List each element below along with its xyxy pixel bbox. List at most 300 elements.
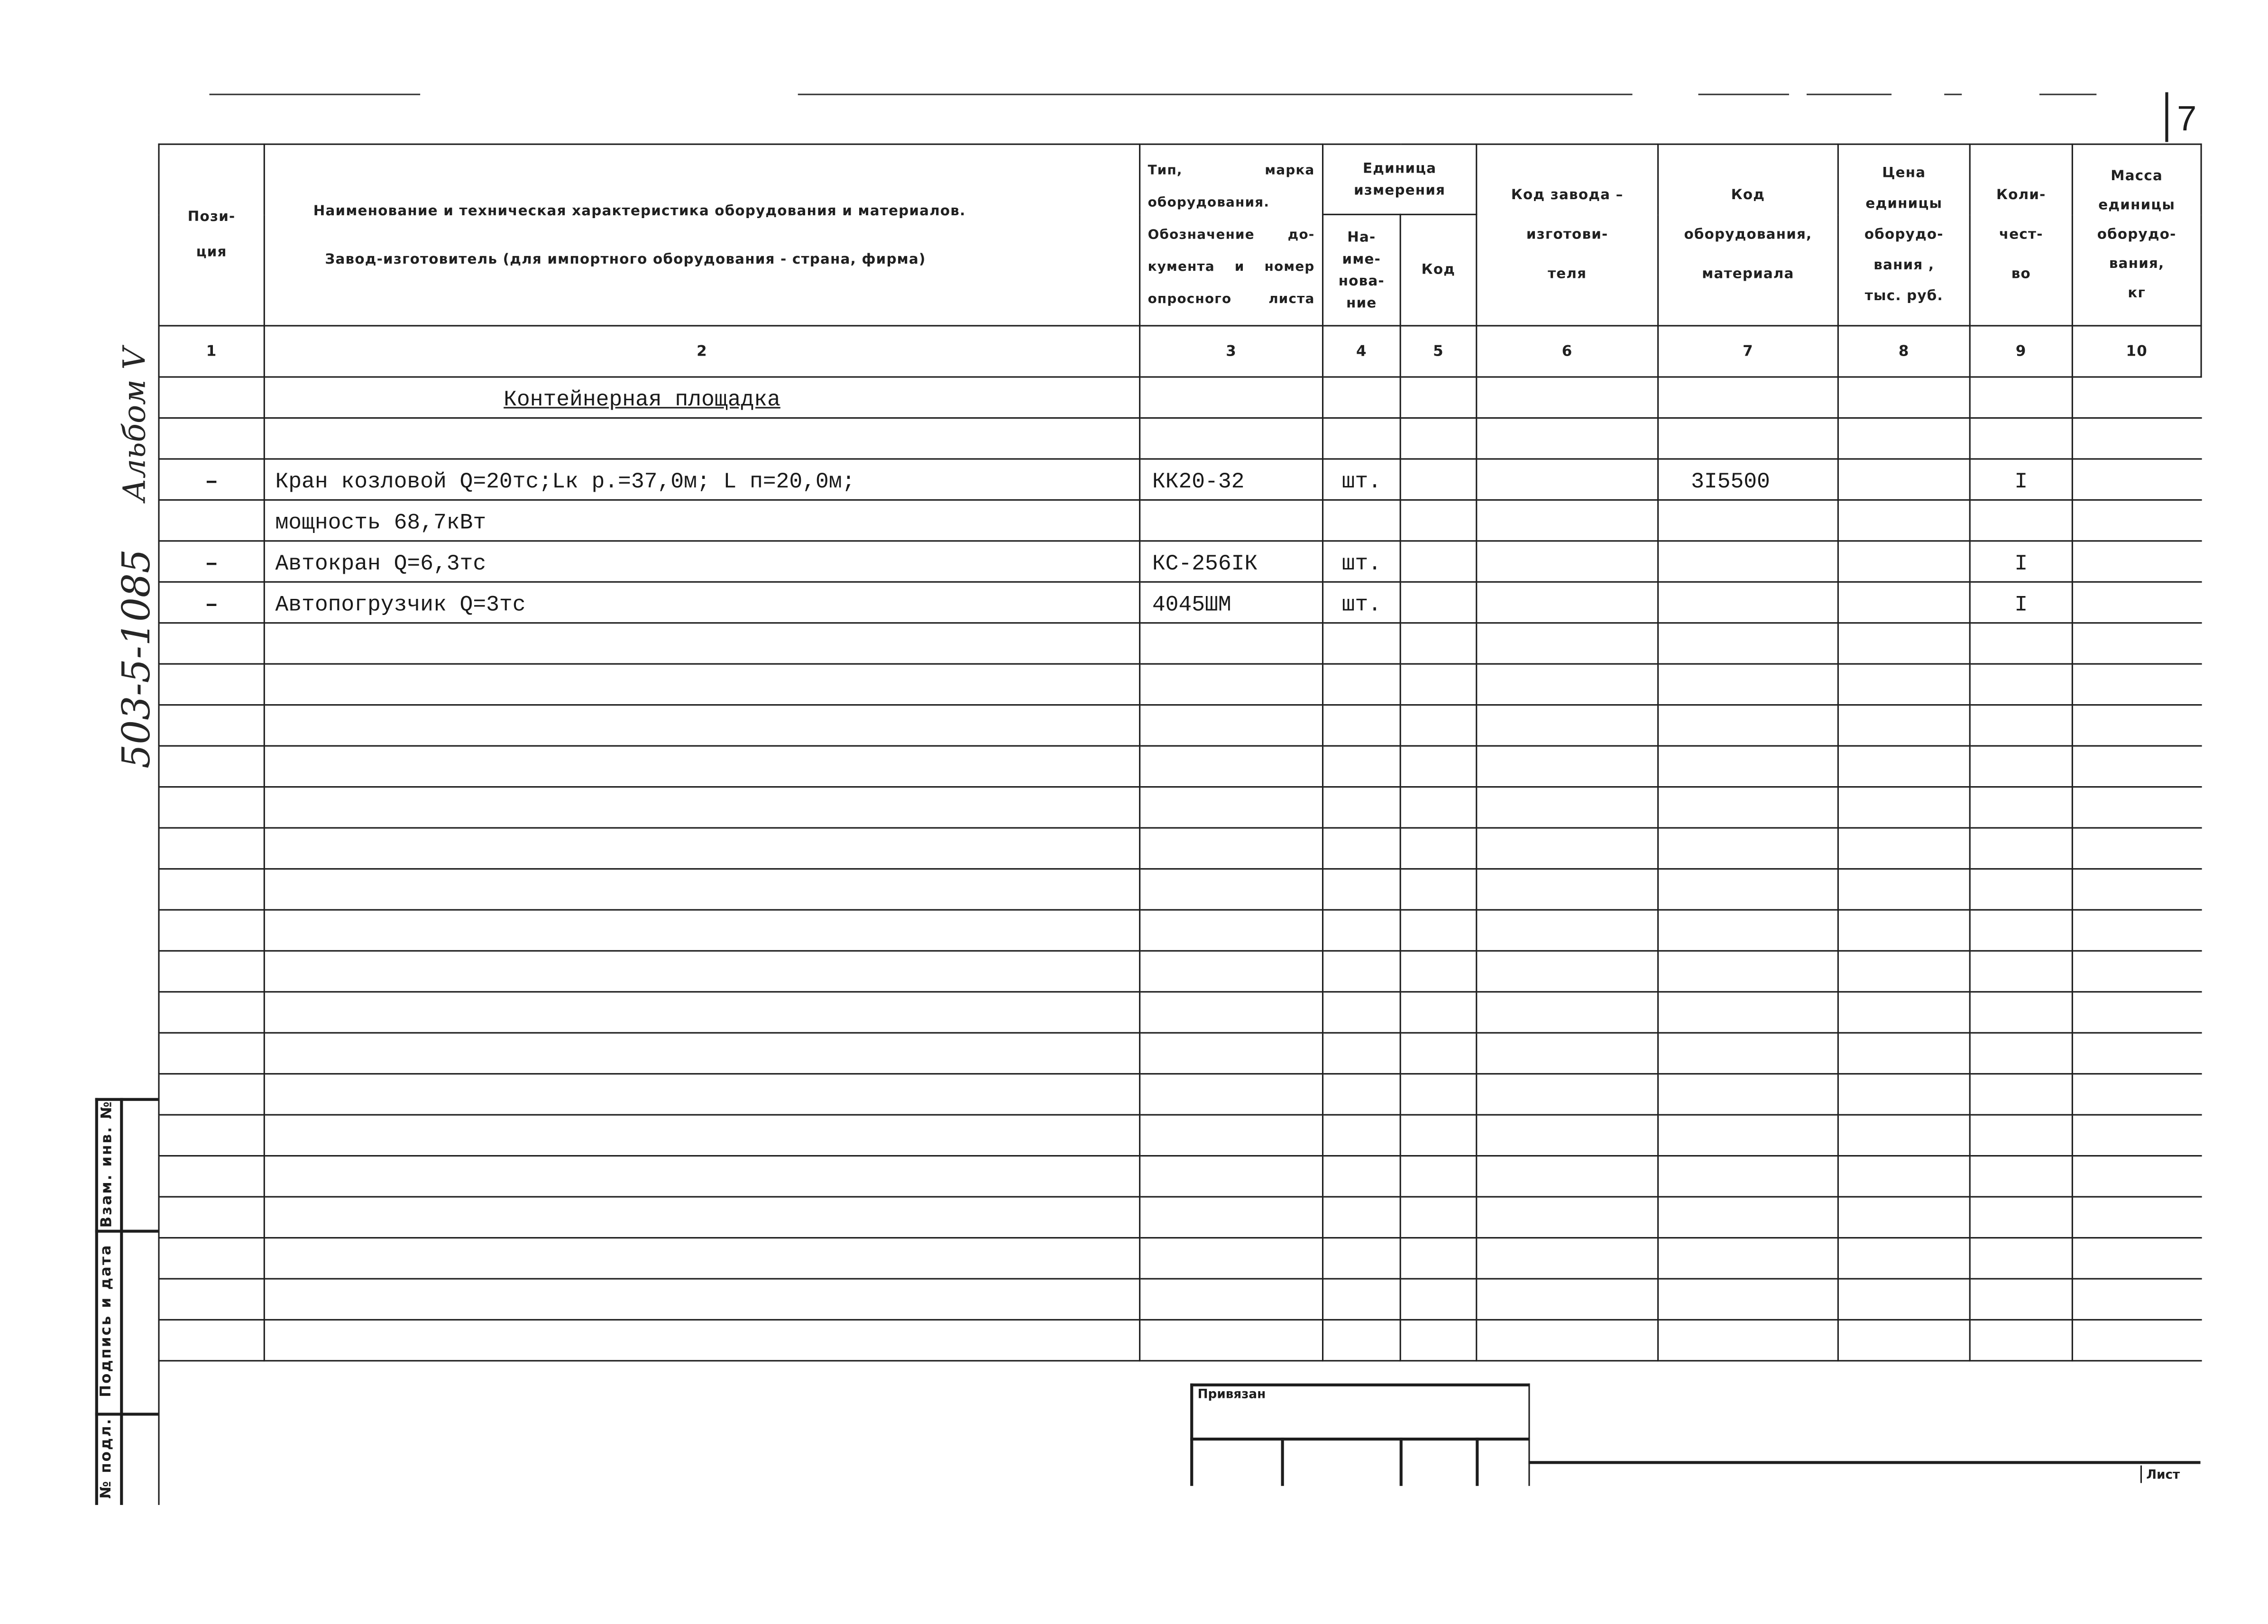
cell-name: Контейнерная площадка	[264, 377, 1139, 418]
header-text: изготови-	[1526, 227, 1608, 243]
cell-equipment-code	[1658, 787, 1838, 828]
cell-position	[159, 418, 264, 459]
cell-unit-code	[1400, 1320, 1477, 1360]
header-text: На-	[1347, 229, 1376, 246]
page-number-divider	[2165, 92, 2167, 142]
cell-mass	[2072, 418, 2201, 459]
cell-mass	[2072, 1279, 2201, 1320]
cell-name	[264, 1156, 1139, 1197]
cell-factory-code	[1477, 787, 1658, 828]
cell-equipment-code	[1658, 1279, 1838, 1320]
cell-mass	[2072, 787, 2201, 828]
cell-type-mark	[1140, 1238, 1323, 1278]
header-text: оборудо-	[2097, 226, 2176, 242]
column-number: 3	[1140, 326, 1323, 377]
stamp-signature-date: Подпись и дата	[99, 1244, 115, 1397]
cell-name	[264, 705, 1139, 746]
top-frame-line	[1699, 94, 1789, 95]
cell-position: –	[159, 541, 264, 582]
cell-price	[1838, 459, 1970, 500]
cell-unit-name	[1323, 992, 1401, 1033]
cell-position	[159, 377, 264, 418]
cell-unit-code	[1400, 1197, 1477, 1238]
stamp-replacement-inventory: Взам. инв. №	[99, 1100, 115, 1228]
album-label: Альбом V	[117, 347, 153, 502]
header-text: Завод-изготовитель (для импортного оборудования - страна, фирма)	[325, 251, 926, 267]
cell-price	[1838, 1197, 1970, 1238]
cell-quantity	[1970, 1279, 2072, 1320]
cell-type-mark	[1140, 992, 1323, 1033]
cell-factory-code	[1477, 1156, 1658, 1197]
cell-position	[159, 1320, 264, 1360]
cell-type-mark	[1140, 869, 1323, 909]
cell-unit-code	[1400, 1238, 1477, 1278]
cell-factory-code	[1477, 992, 1658, 1033]
header-text: Код завода –	[1511, 187, 1624, 204]
header-text: Масса	[2111, 167, 2163, 184]
cell-name	[264, 951, 1139, 991]
cell-name	[264, 787, 1139, 828]
cell-position	[159, 1074, 264, 1115]
cell-factory-code	[1477, 541, 1658, 582]
cell-quantity: I	[1970, 459, 2072, 500]
cell-position	[159, 910, 264, 951]
cell-quantity	[1970, 746, 2072, 787]
cell-equipment-code	[1658, 500, 1838, 541]
cell-price	[1838, 377, 1970, 418]
stamp-original-inventory: № подл.	[99, 1417, 115, 1499]
cell-mass	[2072, 500, 2201, 541]
top-frame-line	[1944, 94, 1962, 95]
cell-unit-code	[1400, 951, 1477, 991]
header-text: име-	[1342, 251, 1381, 267]
cell-name	[264, 1320, 1139, 1360]
cell-price	[1838, 1320, 1970, 1360]
column-number: 8	[1838, 326, 1970, 377]
header-text: измерения	[1354, 182, 1446, 199]
cell-factory-code	[1477, 869, 1658, 909]
item-row	[159, 582, 2201, 623]
cell-factory-code	[1477, 623, 1658, 664]
header-text: единицы	[1865, 196, 1943, 212]
cell-unit-code	[1400, 1156, 1477, 1197]
header-text: материала	[1702, 266, 1794, 283]
cell-equipment-code	[1658, 705, 1838, 746]
cell-name	[264, 623, 1139, 664]
cell-type-mark	[1140, 664, 1323, 705]
column-number: 2	[264, 326, 1139, 377]
cell-mass	[2072, 1156, 2201, 1197]
cell-position	[159, 705, 264, 746]
header-position	[159, 144, 264, 326]
cell-quantity: I	[1970, 541, 2072, 582]
cell-type-mark	[1140, 623, 1323, 664]
cell-factory-code	[1477, 828, 1658, 869]
cell-equipment-code	[1658, 377, 1838, 418]
title-block-border	[1528, 1384, 1530, 1486]
cell-quantity	[1970, 664, 2072, 705]
cell-equipment-code	[1658, 418, 1838, 459]
column-number: 7	[1658, 326, 1838, 377]
cell-name	[264, 1279, 1139, 1320]
top-frame-line	[798, 94, 1633, 95]
table-row	[159, 992, 2201, 1033]
cell-factory-code	[1477, 377, 1658, 418]
cell-factory-code	[1477, 418, 1658, 459]
cell-factory-code	[1477, 1074, 1658, 1115]
cell-position	[159, 1238, 264, 1278]
cell-position	[159, 1279, 264, 1320]
cell-type-mark	[1140, 1197, 1323, 1238]
header-unit-price	[1838, 144, 1970, 326]
cell-quantity	[1970, 1197, 2072, 1238]
table-row	[159, 1115, 2201, 1156]
cell-unit-name	[1323, 828, 1401, 869]
title-block-divider	[1281, 1438, 1284, 1486]
cell-name: Автопогрузчик Q=3тс	[264, 582, 1139, 623]
cell-type-mark	[1140, 910, 1323, 951]
cell-unit-name	[1323, 418, 1401, 459]
cell-price	[1838, 951, 1970, 991]
cell-quantity	[1970, 828, 2072, 869]
cell-equipment-code	[1658, 541, 1838, 582]
cell-unit-code	[1400, 787, 1477, 828]
cell-type-mark	[1140, 705, 1323, 746]
cell-quantity	[1970, 623, 2072, 664]
cell-price	[1838, 541, 1970, 582]
cell-price	[1838, 787, 1970, 828]
cell-unit-name	[1323, 623, 1401, 664]
title-block-border	[1190, 1384, 1193, 1486]
cell-unit-name	[1323, 377, 1401, 418]
cell-unit-code	[1400, 664, 1477, 705]
cell-factory-code	[1477, 582, 1658, 623]
cell-name	[264, 992, 1139, 1033]
cell-mass	[2072, 1197, 2201, 1238]
cell-price	[1838, 1074, 1970, 1115]
cell-equipment-code	[1658, 582, 1838, 623]
cell-equipment-code	[1658, 1197, 1838, 1238]
cell-factory-code	[1477, 459, 1658, 500]
cell-name	[264, 869, 1139, 909]
cell-unit-name	[1323, 1279, 1401, 1320]
top-frame-line	[1807, 94, 1892, 95]
cell-price	[1838, 705, 1970, 746]
cell-name	[264, 1238, 1139, 1278]
cell-type-mark	[1140, 746, 1323, 787]
cell-type-mark: 4045ШМ	[1140, 582, 1323, 623]
cell-quantity	[1970, 951, 2072, 991]
cell-position	[159, 623, 264, 664]
cell-equipment-code	[1658, 910, 1838, 951]
cell-equipment-code	[1658, 1320, 1838, 1360]
cell-quantity	[1970, 1156, 2072, 1197]
column-number-row	[159, 326, 2201, 377]
cell-mass	[2072, 869, 2201, 909]
item-continuation-row	[159, 500, 2201, 541]
cell-quantity	[1970, 1115, 2072, 1156]
cell-factory-code	[1477, 705, 1658, 746]
cell-name	[264, 828, 1139, 869]
cell-factory-code	[1477, 1320, 1658, 1360]
header-text: оборудования,	[1684, 227, 1812, 243]
table-row	[159, 1279, 2201, 1320]
cell-unit-code	[1400, 459, 1477, 500]
frame-left-line	[157, 1358, 160, 1505]
header-quantity	[1970, 144, 2072, 326]
cell-unit-name	[1323, 1156, 1401, 1197]
title-block-divider	[1190, 1438, 1530, 1440]
table-row	[159, 623, 2201, 664]
cell-price	[1838, 1279, 1970, 1320]
cell-price	[1838, 910, 1970, 951]
table-row	[159, 1033, 2201, 1073]
header-unit-mass	[2072, 144, 2201, 326]
header-text: кумента и номер	[1148, 260, 1315, 275]
cell-unit-code	[1400, 1115, 1477, 1156]
title-block-divider	[1476, 1438, 1478, 1486]
cell-mass	[2072, 1074, 2201, 1115]
cell-type-mark	[1140, 1279, 1323, 1320]
cell-quantity	[1970, 787, 2072, 828]
cell-equipment-code	[1658, 746, 1838, 787]
table-row	[159, 1238, 2201, 1278]
item-row	[159, 459, 2201, 500]
cell-equipment-code	[1658, 869, 1838, 909]
cell-factory-code	[1477, 500, 1658, 541]
column-number: 6	[1477, 326, 1658, 377]
table-body	[159, 377, 2201, 1361]
cell-position	[159, 664, 264, 705]
header-text: Единица	[1362, 160, 1437, 177]
cell-factory-code	[1477, 1238, 1658, 1278]
stamp-border	[120, 1098, 122, 1505]
cell-equipment-code	[1658, 828, 1838, 869]
cell-price	[1838, 582, 1970, 623]
table-row	[159, 705, 2201, 746]
cell-position: –	[159, 459, 264, 500]
table-row	[159, 910, 2201, 951]
cell-unit-name	[1323, 1320, 1401, 1360]
cell-unit-name	[1323, 500, 1401, 541]
cell-unit-name	[1323, 910, 1401, 951]
cell-factory-code	[1477, 1279, 1658, 1320]
header-text: во	[2011, 266, 2031, 283]
table-row	[159, 418, 2201, 459]
cell-unit-code	[1400, 869, 1477, 909]
page-number: 7	[2177, 99, 2197, 139]
title-block-line	[1528, 1461, 2200, 1463]
cell-equipment-code	[1658, 1033, 1838, 1073]
cell-position	[159, 1197, 264, 1238]
table-row	[159, 746, 2201, 787]
cell-unit-code	[1400, 377, 1477, 418]
header-text: тыс. руб.	[1864, 288, 1943, 305]
cell-mass	[2072, 992, 2201, 1033]
header-text: теля	[1548, 266, 1587, 283]
cell-unit-name: шт.	[1323, 582, 1401, 623]
cell-equipment-code	[1658, 623, 1838, 664]
cell-type-mark	[1140, 1156, 1323, 1197]
header-type-mark	[1140, 144, 1323, 326]
header-text: Тип, марка	[1148, 163, 1315, 178]
header-name-characteristics	[264, 144, 1139, 326]
cell-quantity	[1970, 1033, 2072, 1073]
cell-name	[264, 746, 1139, 787]
column-number: 1	[159, 326, 264, 377]
header-text: ние	[1346, 295, 1377, 312]
cell-position	[159, 1115, 264, 1156]
cell-quantity: I	[1970, 582, 2072, 623]
cell-unit-name	[1323, 1074, 1401, 1115]
header-text: Код	[1421, 262, 1456, 278]
cell-mass	[2072, 951, 2201, 991]
cell-factory-code	[1477, 746, 1658, 787]
cell-unit-name: шт.	[1323, 459, 1401, 500]
cell-unit-name	[1323, 664, 1401, 705]
cell-equipment-code	[1658, 951, 1838, 991]
cell-quantity	[1970, 1238, 2072, 1278]
cell-mass	[2072, 1238, 2201, 1278]
cell-factory-code	[1477, 951, 1658, 991]
cell-name	[264, 664, 1139, 705]
cell-equipment-code	[1658, 1156, 1838, 1197]
cell-mass	[2072, 377, 2201, 418]
header-row	[159, 144, 2201, 214]
cell-unit-code	[1400, 541, 1477, 582]
cell-unit-name	[1323, 1115, 1401, 1156]
cell-price	[1838, 1156, 1970, 1197]
cell-name	[264, 1115, 1139, 1156]
cell-equipment-code	[1658, 1074, 1838, 1115]
header-text: вания ,	[1873, 257, 1935, 274]
table-row	[159, 951, 2201, 991]
cell-unit-code	[1400, 582, 1477, 623]
header-equipment-code	[1658, 144, 1838, 326]
cell-position	[159, 1033, 264, 1073]
cell-equipment-code: 3I5500	[1658, 459, 1838, 500]
cell-unit-code	[1400, 1033, 1477, 1073]
cell-unit-code	[1400, 418, 1477, 459]
table-row	[159, 1074, 2201, 1115]
cell-unit-code	[1400, 623, 1477, 664]
cell-mass	[2072, 828, 2201, 869]
title-block-divider	[1400, 1438, 1402, 1486]
cell-mass	[2072, 459, 2201, 500]
cell-equipment-code	[1658, 1238, 1838, 1278]
cell-unit-code	[1400, 500, 1477, 541]
cell-position	[159, 787, 264, 828]
cell-mass	[2072, 1115, 2201, 1156]
header-unit-name	[1323, 214, 1401, 326]
cell-position	[159, 951, 264, 991]
table-row	[159, 1197, 2201, 1238]
cell-type-mark	[1140, 377, 1323, 418]
cell-price	[1838, 500, 1970, 541]
cell-quantity	[1970, 992, 2072, 1033]
header-text: нова-	[1338, 273, 1385, 289]
cell-position: –	[159, 582, 264, 623]
header-text: ция	[196, 244, 227, 260]
cell-factory-code	[1477, 1197, 1658, 1238]
header-unit-of-measure	[1323, 144, 1477, 214]
cell-type-mark	[1140, 418, 1323, 459]
cell-unit-name	[1323, 951, 1401, 991]
table-row	[159, 828, 2201, 869]
cell-factory-code	[1477, 664, 1658, 705]
cell-mass	[2072, 623, 2201, 664]
header-text: Пози-	[187, 208, 236, 225]
cell-type-mark: КС-256IК	[1140, 541, 1323, 582]
cell-price	[1838, 1033, 1970, 1073]
cell-unit-code	[1400, 910, 1477, 951]
header-text: опросного листа	[1148, 292, 1315, 307]
cell-mass	[2072, 1033, 2201, 1073]
equipment-specification-table	[158, 144, 2202, 1362]
cell-position	[159, 746, 264, 787]
header-text: Наименование и техническая характеристика оборудования и материалов.	[313, 202, 966, 219]
cell-position	[159, 992, 264, 1033]
cell-name	[264, 1197, 1139, 1238]
cell-type-mark	[1140, 1320, 1323, 1360]
cell-price	[1838, 1238, 1970, 1278]
header-text: Цена	[1882, 165, 1926, 182]
cell-mass	[2072, 910, 2201, 951]
cell-price	[1838, 418, 1970, 459]
cell-mass	[2072, 582, 2201, 623]
cell-quantity	[1970, 910, 2072, 951]
cell-unit-code	[1400, 746, 1477, 787]
cell-factory-code	[1477, 910, 1658, 951]
cell-unit-name	[1323, 705, 1401, 746]
header-text: оборудования.	[1148, 195, 1270, 211]
cell-type-mark	[1140, 500, 1323, 541]
project-code: 503-5-1085	[115, 549, 160, 769]
cell-type-mark	[1140, 951, 1323, 991]
cell-mass	[2072, 705, 2201, 746]
section-title-row	[159, 377, 2201, 418]
top-frame-line	[2039, 94, 2096, 95]
cell-quantity	[1970, 418, 2072, 459]
header-text: единицы	[2098, 197, 2176, 213]
column-number: 5	[1400, 326, 1477, 377]
cell-position	[159, 500, 264, 541]
cell-price	[1838, 828, 1970, 869]
cell-quantity	[1970, 500, 2072, 541]
cell-price	[1838, 992, 1970, 1033]
cell-quantity	[1970, 869, 2072, 909]
cell-type-mark	[1140, 828, 1323, 869]
header-text: чест-	[1999, 227, 2043, 243]
table-row	[159, 1320, 2201, 1360]
table-row	[159, 869, 2201, 909]
cell-price	[1838, 869, 1970, 909]
cell-unit-name: шт.	[1323, 541, 1401, 582]
header-text: Обозначение до-	[1148, 228, 1315, 242]
cell-unit-code	[1400, 1074, 1477, 1115]
cell-quantity	[1970, 705, 2072, 746]
cell-name: мощность 68,7кВт	[264, 500, 1139, 541]
cell-mass	[2072, 664, 2201, 705]
cell-position	[159, 1156, 264, 1197]
cell-price	[1838, 746, 1970, 787]
cell-name	[264, 418, 1139, 459]
cell-unit-name	[1323, 1033, 1401, 1073]
cell-type-mark	[1140, 1074, 1323, 1115]
cell-price	[1838, 623, 1970, 664]
table-row	[159, 1156, 2201, 1197]
cell-mass	[2072, 746, 2201, 787]
